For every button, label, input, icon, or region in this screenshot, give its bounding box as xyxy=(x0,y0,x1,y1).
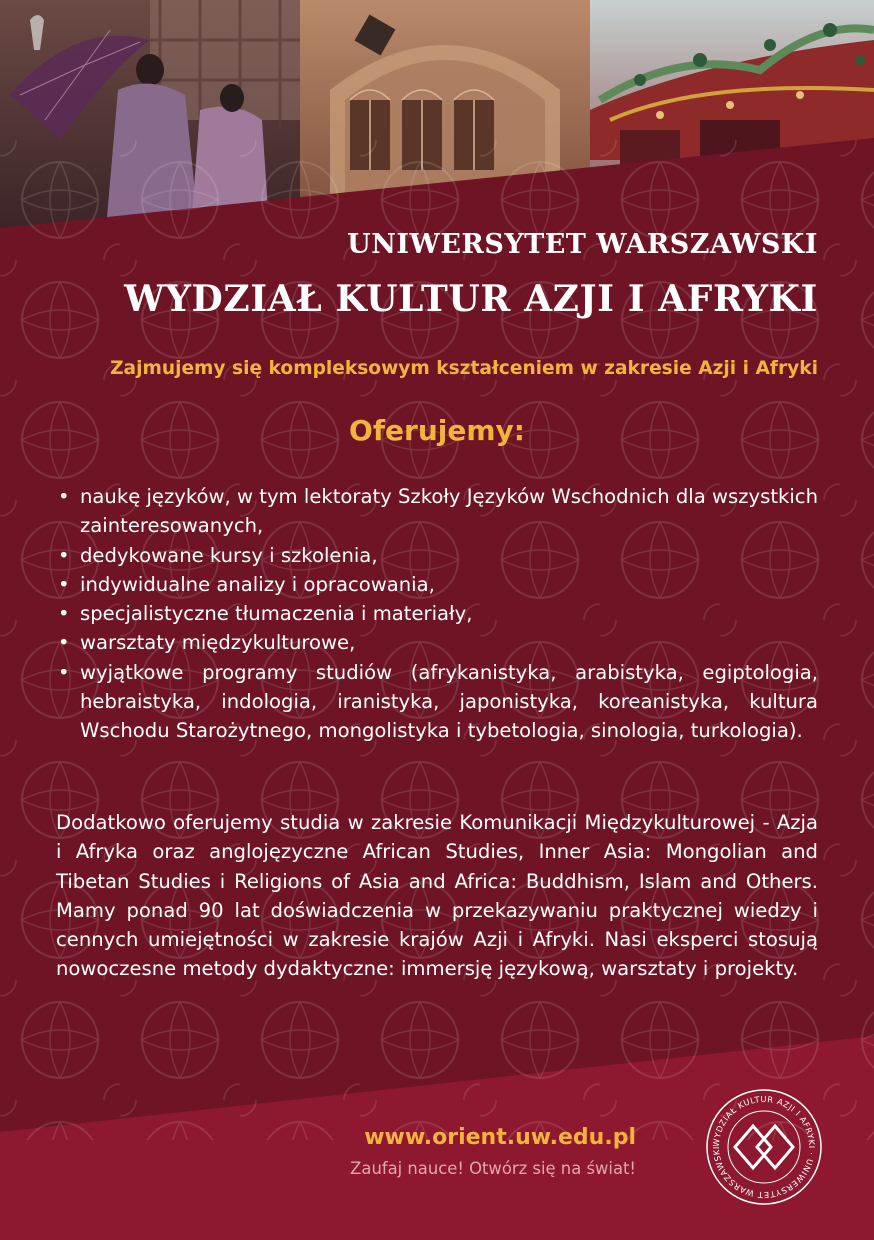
list-item: • dedykowane kursy i szkolenia, xyxy=(56,541,818,570)
lead-text: Zajmujemy się kompleksowym kształceniem w zakresie Azji i Afryki xyxy=(110,358,818,379)
list-item: • indywidualne analizy i opracowania, xyxy=(56,570,818,599)
list-item: • wyjątkowe programy studiów (afrykanistyka, arabistyka, egiptologia, hebraistyka, indologia, iranistyka, japonistyka, koreanistyka, kultura Wschodu Starożytnego, mongolistyka i tybetologia, sinologia, turkologia). xyxy=(56,658,818,746)
list-item: • naukę języków, w tym lektoraty Szkoły Języków Wschodnich dla wszystkich zainteresowanych, xyxy=(56,482,818,541)
website-link[interactable]: www.orient.uw.edu.pl xyxy=(364,1125,636,1150)
list-item: • specjalistyczne tłumaczenia i materiały, xyxy=(56,599,818,628)
svg-text:WYDZIAŁ KULTUR AZJI I AFRYKI ·: WYDZIAŁ KULTUR AZJI I AFRYKI · UNIWERSYTET WARSZAWSKI xyxy=(710,1093,818,1201)
faculty-seal-logo xyxy=(705,1088,823,1206)
offer-heading: Oferujemy: xyxy=(349,414,525,447)
list-item: • warsztaty międzykulturowe, xyxy=(56,628,818,657)
additional-info-paragraph: Dodatkowo oferujemy studia w zakresie Komunikacji Międzykulturowej - Azja i Afryka oraz anglojęzyczne African Studies, Inner Asia: Mongolian and Tibetan Studies i Religions of Asia and Africa: Buddhism, Islam and Others. Mamy ponad 90 lat doświadczenia w przekazywaniu praktycznej wiedzy i cennych umiejętności w zakresie krajów Azji i Afryki. Nasi eksperci stosują nowoczesne metody dydaktyczne: immersję językową, warsztaty i projekty. xyxy=(56,811,818,981)
motto-text: Zaufaj nauce! Otwórz się na świat! xyxy=(350,1159,636,1178)
offer-list xyxy=(56,482,818,746)
faculty-name: WYDZIAŁ KULTUR AZJI I AFRYKI xyxy=(124,278,818,320)
university-name: UNIWERSYTET WARSZAWSKI xyxy=(347,229,818,260)
